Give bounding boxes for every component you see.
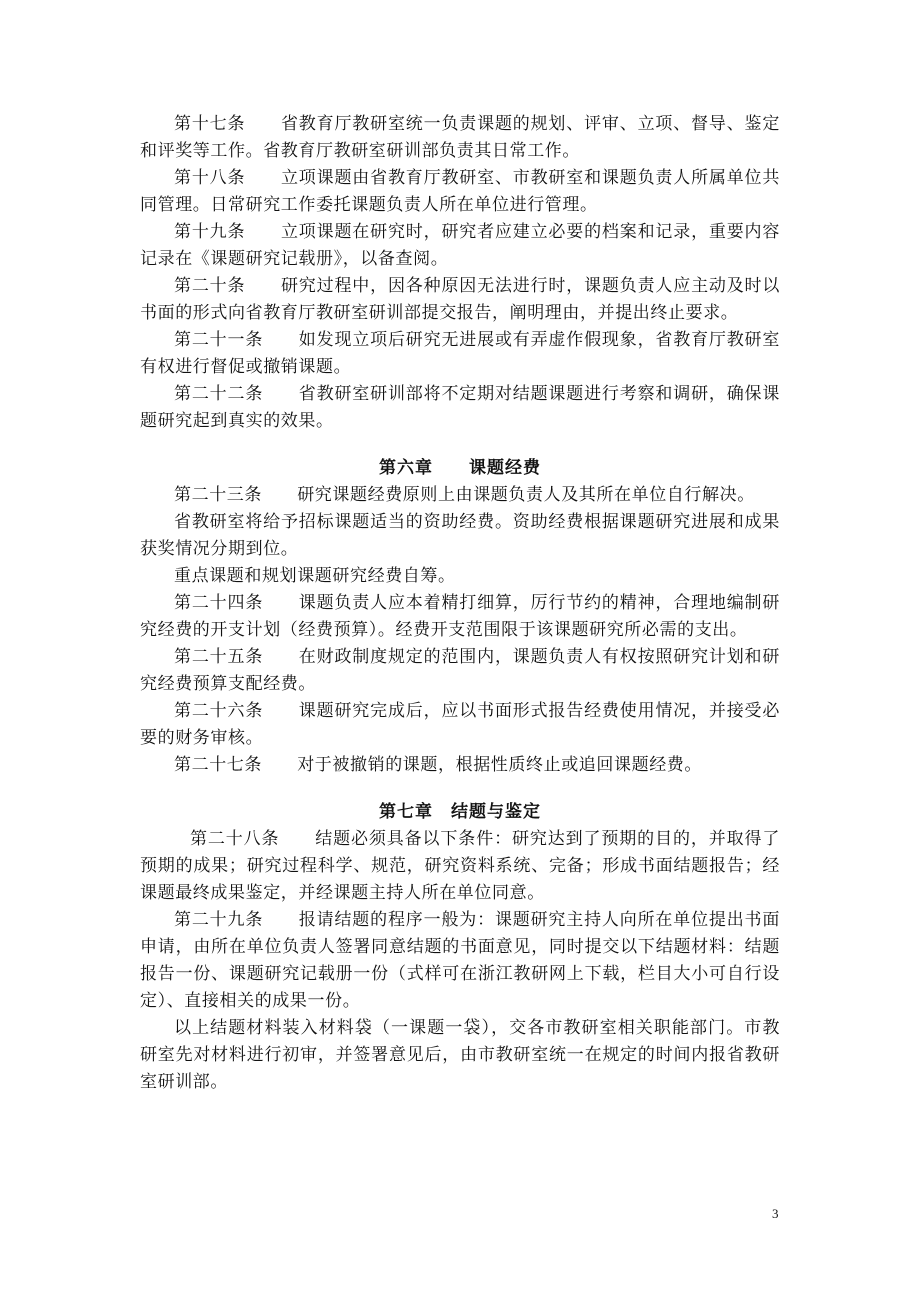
- article-23: 第二十三条 研究课题经费原则上由课题负责人及其所在单位自行解决。: [174, 485, 755, 505]
- article-22: 第二十二条 省教研室研训部将不定期对结题课题进行考察和调研，确保课题研究起到真实的效果。: [140, 384, 780, 431]
- article-17: 第十七条 省教育厅教研室统一负责课题的规划、评审、立项、督导、鉴定和评奖等工作。省教育厅教研室研训部负责其日常工作。: [140, 114, 780, 161]
- chapter-7-heading: 第七章 结题与鉴定: [379, 802, 541, 822]
- spacer: [140, 435, 780, 455]
- article-20: 第二十条 研究过程中，因各种原因无法进行时，课题负责人应主动及时以书面的形式向省教育厅教研室研训部提交报告，阐明理由，并提出终止要求。: [140, 276, 780, 323]
- funding-paragraph: 省教研室将给予招标课题适当的资助经费。资助经费根据课题研究进展和成果获奖情况分期到位。: [140, 512, 780, 559]
- article-18: 第十八条 立项课题由省教育厅教研室、市教研室和课题负责人所属单位共同管理。日常研究工作委托课题负责人所在单位进行管理。: [140, 168, 780, 215]
- article-25: 第二十五条 在财政制度规定的范围内，课题负责人有权按照研究计划和研究经费预算支配经费。: [140, 647, 780, 694]
- article-24: 第二十四条 课题负责人应本着精打细算，厉行节约的精神，合理地编制研究经费的开支计划（经费预算）。经费开支范围限于该课题研究所必需的支出。: [140, 593, 780, 640]
- spacer: [140, 779, 780, 799]
- article-19: 第十九条 立项课题在研究时，研究者应建立必要的档案和记录，重要内容记录在《课题研究记载册》，以备查阅。: [140, 222, 780, 269]
- chapter-6-heading: 第六章 课题经费: [379, 458, 541, 478]
- self-funding-paragraph: 重点课题和规划课题研究经费自筹。: [174, 566, 456, 586]
- article-21: 第二十一条 如发现立项后研究无进展或有弄虚作假现象，省教育厅教研室有权进行督促或撤销课题。: [140, 330, 780, 377]
- article-29: 第二十九条 报请结题的程序一般为：课题研究主持人向所在单位提出书面申请，由所在单位负责人签署同意结题的书面意见，同时提交以下结题材料：结题报告一份、课题研究记载册一份（式样可在浙江教研网上下载，栏目大小可自行设定）、直接相关的成果一份。: [140, 910, 780, 1011]
- page-number: 3: [772, 1206, 779, 1221]
- article-27: 第二十七条 对于被撤销的课题，根据性质终止或追回课题经费。: [174, 755, 702, 775]
- article-26: 第二十六条 课题研究完成后，应以书面形式报告经费使用情况，并接受必要的财务审核。: [140, 701, 780, 748]
- submission-paragraph: 以上结题材料装入材料袋（一课题一袋），交各市教研室相关职能部门。市教研室先对材料进行初审，并签署意见后，由市教研室统一在规定的时间内报省教研室研训部。: [140, 1018, 780, 1092]
- article-28: 第二十八条 结题必须具备以下条件：研究达到了预期的目的，并取得了预期的成果；研究过程科学、规范，研究资料系统、完备；形成书面结题报告；经课题最终成果鉴定，并经课题主持人所在单位同意。: [140, 829, 780, 903]
- page-content: [140, 111, 780, 1096]
